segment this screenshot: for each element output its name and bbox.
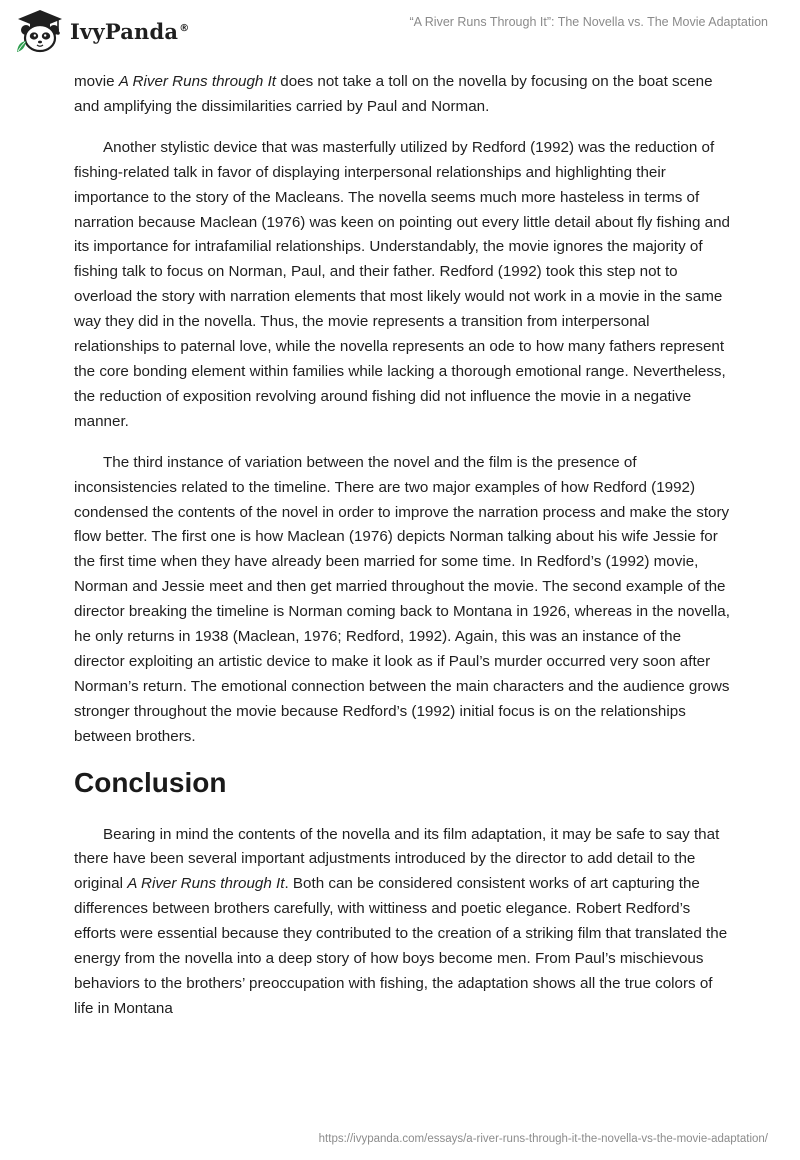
novella-title-italic: A River Runs through It <box>127 875 285 893</box>
paragraph-1-text-a: movie <box>74 73 119 90</box>
source-url[interactable]: https://ivypanda.com/essays/a-river-runs-through-it-the-novella-vs-the-movie-adaptation/ <box>318 1133 768 1145</box>
page-header <box>0 0 800 62</box>
paragraph-4-text-a: Bearing in mind the contents of the novella and its film adaptation, it may be safe to say that there have been several important adjustments introduced by the director to add detail to the original <box>74 825 720 893</box>
registered-mark: ® <box>179 22 190 34</box>
panda-graduation-cap-icon <box>14 8 66 54</box>
essay-content <box>74 70 730 1038</box>
paragraph-4-text-c: . Both can be considered consistent works of art capturing the differences between brothers carefully, with wittiness and poetic elegance. Robert Redford’s efforts were essential because they contributed to the creation of a striking film that translated the energy from the novella into a deep story of how boys become men. From Paul’s mischievous behaviors to the brothers’ preoccupation with fishing, the adaptation shows all the true colors of life in Montana <box>74 875 728 1017</box>
paragraph-3: The third instance of variation between the novel and the film is the presence of inconsistencies related to the timeline. There are two major examples of how Redford (1992) condensed the contents of the novel in order to improve the narration process and make the story flow better. The first one is how Maclean (1976) depicts Norman talking about his wife Jessie for the first time when they have already been married for some time. In Redford’s (1992) movie, Norman and Jessie meet and then get married throughout the movie. The second example of the director breaking the timeline is Norman coming back to Montana in 1926, whereas in the novella, he only returns in 1938 (Maclean, 1976; Redford, 1992). Again, this was an instance of the director exploiting an artistic device to make it look as if Paul’s murder occurred very soon after Norman’s return. The emotional connection between the main characters and the audience grows stronger throughout the movie because Redford’s (1992) initial focus is on the relationships between brothers. <box>74 453 730 745</box>
paragraph-2: Another stylistic device that was masterfully utilized by Redford (1992) was the reduction of fishing-related talk in favor of displaying interpersonal relationships and highlighting their importance to the story of the Macleans. The novella seems much more hasteless in terms of narration because Maclean (1976) was keen on pointing out every little detail about fly fishing and its importance for intrafamilial relationships. Understandably, the movie ignores the majority of fishing talk to focus on Norman, Paul, and their father. Redford (1992) took this step not to overload the story with narration elements that most likely would not work in a movie in the same way they did in the novella. Thus, the movie represents a transition from interpersonal relationships to paternal love, while the novella represents an ode to how many fathers represent the core bonding element within families while lacking a thorough emotional range. Nevertheless, the reduction of exposition revolving around fishing did not influence the movie in a negative manner. <box>74 138 730 430</box>
movie-title-italic: A River Runs through It <box>118 73 277 90</box>
logo-text: IvyPanda® <box>70 18 190 44</box>
conclusion-heading: Conclusion <box>74 766 227 798</box>
ivypanda-logo[interactable] <box>14 8 189 54</box>
document-title: “A River Runs Through It”: The Novella vs. The Movie Adaptation <box>409 15 768 29</box>
paragraph-1 <box>74 70 730 120</box>
paragraph-1-text-c: does not take a toll on the novella by focusing on the boat scene and amplifying the dissimilarities carried by Paul and Norman. <box>74 73 713 115</box>
paragraph-4 <box>74 823 730 1022</box>
